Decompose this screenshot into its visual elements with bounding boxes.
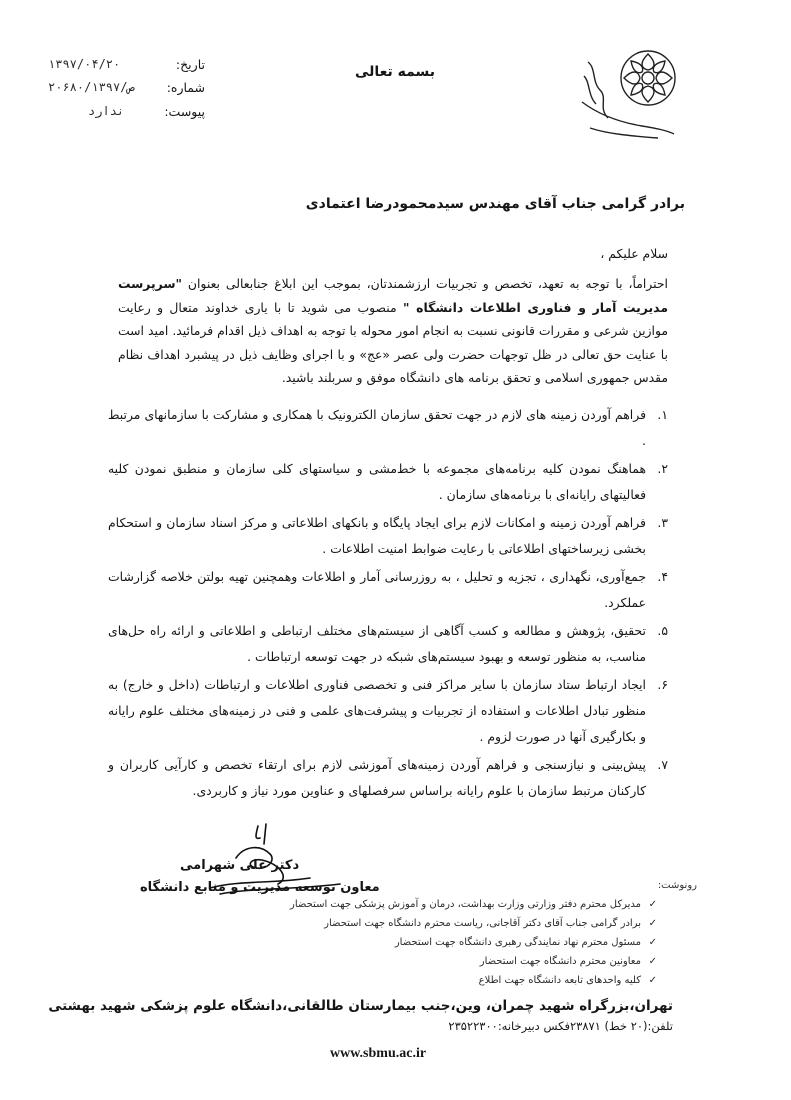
duty-text: ایجاد ارتباط ستاد سازمان با سایر مراکز فنی و تخصصی فناوری اطلاعات و ارتباطات (داخل و خارج) به منظور تبادل اطلاعات و استفاده از تجربیات و پیشرفت‌های علمی و فنی در زمینه‌های مختلف علوم رایانه و بکارگیری آنها در صورت لزوم . [108,677,646,744]
duty-item [108,672,668,750]
cc-item-text: کلیه واحدهای تابعه دانشگاه جهت اطلاع [478,975,641,986]
cc-item [221,895,657,914]
duty-number: ۱. [657,407,668,422]
recipient-line: برادر گرامی جناب آقای مهندس سیدمحمودرضا اعتمادی [305,196,685,212]
duty-text: پیش‌بینی و نیازسنجی و فراهم آوردن زمینه‌های آموزشی لازم برای ارتقاء تخصص و کارآیی کاربران و کارکنان مرتبط سازمان با علوم رایانه براساس سرفصلهای و عناوین مورد نیاز و کاربردی. [108,757,646,798]
check-icon: ✓ [648,899,657,910]
check-icon: ✓ [648,975,657,986]
signatory-name: دکتر علی شهرامی [180,858,300,873]
number-value: ۲۰۶۸۰/ص/۱۳۹۷ [48,80,135,94]
duty-item [108,402,668,454]
duty-number: ۵. [657,623,668,638]
university-logo [578,42,678,142]
duty-number: ۳. [657,515,668,530]
number-row [30,80,205,102]
duty-text: تحقیق، پژوهش و مطالعه و کسب آگاهی از سیستم‌های مختلف ارتباطی و اطلاعاتی و ارائه راه حل‌های مناسب، به منظور توسعه و بهبود سیستم‌های شبکه در جهت توسعه ارتباطات . [108,623,646,664]
cc-item [221,971,657,990]
cc-list [221,895,657,990]
duty-item [108,618,668,670]
duty-item [108,564,668,616]
attachment-value: ندارد [88,104,125,118]
duty-item [108,456,668,508]
duty-text: جمع‌آوری، نگهداری ، تجزیه و تحلیل ، به روزرسانی آمار و اطلاعات وهمچنین تهیه بولتن خلاصه گزارشات عملکرد. [108,569,646,610]
appointed-position: "سرپرست مدیریت آمار و فناوری اطلاعات دانشگاه " [118,276,668,315]
duty-item [108,510,668,562]
attachment-label: پیوست: [164,104,205,119]
duty-text: هماهنگ نمودن کلیه برنامه‌های مجموعه با خط‌مشی و سیاستهای کلی سازمان و منطبق نمودن کلیه فعالیتهای رایانه‌ای با برنامه‌های سازمان . [108,461,646,502]
cc-item [221,933,657,952]
date-value: ۱۳۹۷/۰۴/۲۰ [48,57,121,71]
cc-item-text: برادر گرامی جناب آقای دکتر آقاجانی، ریاست محترم دانشگاه جهت استحضار [324,918,641,929]
cc-item [221,952,657,971]
footer-phone: تلفن:(۲۰ خط) ۲۳۸۷۱فکس دبیرخانه:۲۳۵۲۲۳۰۰ [448,1019,673,1033]
cc-item-text: مسئول محترم نهاد نمایندگی رهبری دانشگاه جهت استحضار [394,937,641,948]
check-icon: ✓ [648,937,657,948]
intro-part2: منصوب می شوید تا با یاری خداوند متعال و رعایت موازین شرعی و مقررات قانونی نسبت به انجام امور محوله با توجه به اهداف ذیل اقدام فرمائید. امید است با عنایت حق تعالی در ظل توجهات حضرت ولی عصر «عج» و با اجرای وظایف ذیل در پیشبرد اهداف نظام مقدس جمهوری اسلامی و تحقق برنامه های دانشگاه موفق و سربلند باشید. [118,299,668,385]
duty-text: فراهم آوردن زمینه های لازم در جهت تحقق سازمان الکترونیک با همکاری و مشارکت با سازمانهای مرتبط . [108,407,646,448]
greeting: سلام علیکم ، [600,246,668,261]
cc-title: رونوشت: [657,880,697,891]
footer-website: www.sbmu.ac.ir [330,1046,427,1061]
intro-part1: احتراماً، با توجه به تعهد، تخصص و تجربیات ارزشمندتان، بموجب این ابلاغ جنابعالی بعنوان [187,276,668,291]
duty-number: ۷. [657,757,668,772]
duty-text: فراهم آوردن زمینه و امکانات لازم برای ایجاد پایگاه و بانکهای اطلاعاتی و مرکز اسناد سازمان و استحکام بخشی زیرساختهای اطلاعاتی با رعایت ضوابط امنیت اطلاعات . [108,515,646,556]
check-icon: ✓ [648,956,657,967]
attachment-row [30,104,205,126]
signatory-title: معاون توسعه مدیریت و منابع دانشگاه [140,880,380,895]
footer-address: تهران،بزرگراه شهید چمران، وین،جنب بیمارستان طالقانی،دانشگاه علوم پزشکی شهید بهشتی [48,998,673,1014]
date-label: تاریخ: [175,57,205,72]
basmala-heading: بسمه تعالی [354,64,436,80]
cc-item [221,914,657,933]
duty-number: ۲. [657,461,668,476]
cc-item-text: معاونین محترم دانشگاه جهت استحضار [479,956,641,967]
duty-number: ۶. [657,677,668,692]
signature-block [140,818,380,898]
logo-emblem-icon [578,42,678,142]
duty-item [108,752,668,804]
cc-item-text: مدیرکل محترم دفتر وزارتی وزارت بهداشت، درمان و آموزش پزشکی جهت استحضار [290,899,641,910]
check-icon: ✓ [648,918,657,929]
date-row [30,57,205,79]
number-label: شماره: [166,80,205,95]
intro-paragraph [118,272,668,390]
duties-list [108,402,668,806]
duty-number: ۴. [657,569,668,584]
